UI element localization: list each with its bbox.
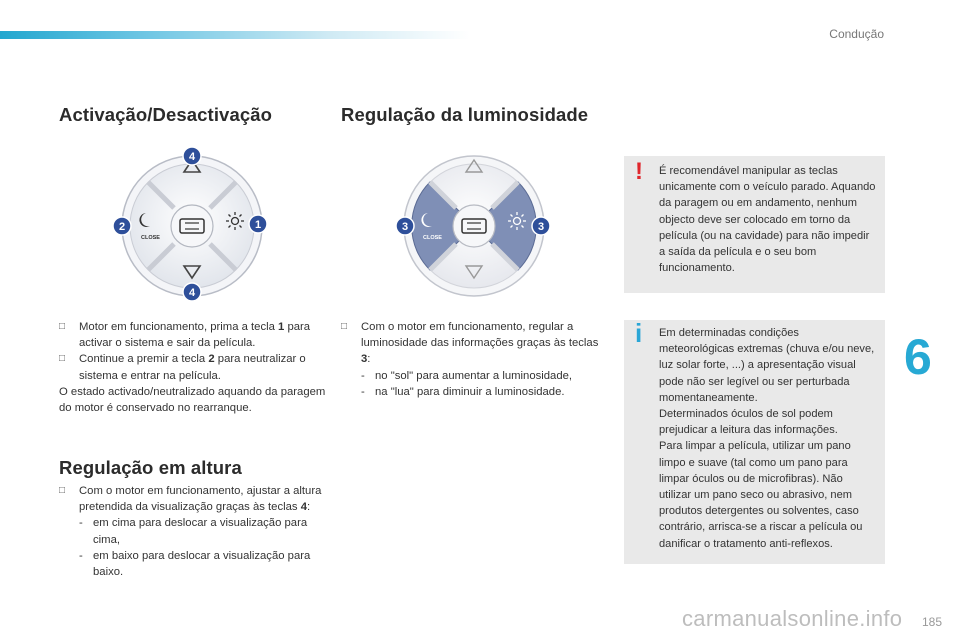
warning-text: É recomendável manipular as teclas unicamente com o veículo parado. Aquando da paragem ou em andamento, nenhum objecto deve ser colocado em torno da película (ou na cavidade) para não impedir a saída da película e o seu bom funcionamento. bbox=[659, 165, 876, 275]
badge-4-bottom bbox=[183, 283, 201, 301]
activation-step-1 bbox=[59, 319, 329, 351]
activation-step-2-text: Continue a premir a tecla bbox=[79, 353, 209, 366]
bullet-icon: □ bbox=[59, 321, 66, 332]
luminosity-heading: Regulação da luminosidade bbox=[341, 104, 589, 125]
info-panel bbox=[624, 320, 885, 564]
height-intro bbox=[59, 483, 329, 515]
key-1: 1 bbox=[278, 321, 285, 333]
close-label: CLOSE bbox=[423, 235, 442, 241]
svg-text:1: 1 bbox=[254, 219, 262, 231]
key-4: 4 bbox=[300, 501, 307, 514]
svg-text:3: 3 bbox=[537, 221, 545, 233]
luminosity-item-sun-text: no "sol" para aumentar a luminosidade, bbox=[375, 369, 573, 382]
key-3: 3 bbox=[361, 353, 368, 366]
svg-text:3: 3 bbox=[401, 221, 409, 233]
height-item-up-text: em cima para deslocar a visualização para cima, bbox=[93, 517, 308, 546]
info-paragraph-2: Determinados óculos de sol podem prejudicar a leitura das informações. bbox=[659, 408, 838, 437]
luminosity-intro bbox=[341, 319, 606, 368]
watermark: carmanualsonline.info bbox=[682, 606, 903, 631]
luminosity-intro-text: Com o motor em funcionamento, regular a luminosidade das informações graças às teclas bbox=[361, 321, 599, 350]
control-dial-illustration-2 bbox=[394, 146, 554, 306]
height-intro-colon: : bbox=[306, 501, 311, 514]
info-paragraph-3: Para limpar a película, utilizar um pano limpo e suave (tal como um pano para limpar óculos ou de microfibras). Não utilizar um pano seco ou abrasivo, nem produtos detergentes ou solventes, caso contrário, arrisca-se a riscar a película ou danificar o tratamento anti-reflexos. bbox=[659, 440, 863, 550]
luminosity-item-moon-text: na "lua" para diminuir a luminosidade. bbox=[375, 385, 565, 398]
badge-4-top bbox=[183, 147, 201, 165]
height-item-down: - em baixo para deslocar a visualização para baixo. bbox=[79, 549, 311, 579]
close-label: CLOSE bbox=[141, 235, 160, 241]
info-paragraph-1: Em determinadas condições meteorológicas extremas (chuva e/ou neve, luz solar forte, ...) a apresentação visual pode não ser legível ou ser perturbada momentaneamente. bbox=[659, 327, 875, 404]
height-heading: Regulação em altura bbox=[59, 457, 242, 478]
luminosity-text bbox=[341, 319, 606, 400]
svg-text:4: 4 bbox=[188, 287, 196, 299]
bullet-icon: □ bbox=[341, 321, 348, 332]
activation-step-2-text-end: para neutralizar o sistema e entrar na película. bbox=[79, 353, 306, 382]
badge-3-left bbox=[396, 217, 414, 235]
bullet-icon: □ bbox=[59, 485, 66, 496]
height-item-down-text: em baixo para deslocar a visualização para baixo. bbox=[93, 549, 311, 579]
activation-step-1-text: Motor em funcionamento, prima a tecla bbox=[79, 321, 279, 333]
control-dial-illustration-1 bbox=[112, 146, 272, 306]
luminosity-item-sun: - no "sol" para aumentar a luminosidade, bbox=[361, 369, 573, 382]
badge-2 bbox=[113, 217, 131, 235]
activation-note: O estado activado/neutralizado aquando da paragem do motor é conservado no rearranque. bbox=[59, 385, 326, 415]
badge-1 bbox=[249, 215, 267, 233]
chapter-number: 6 bbox=[904, 329, 932, 385]
info-icon: i bbox=[635, 318, 643, 348]
luminosity-intro-colon: : bbox=[367, 353, 371, 366]
activation-heading: Activação/Desactivação bbox=[59, 104, 273, 125]
bullet-icon: □ bbox=[59, 353, 66, 365]
svg-text:2: 2 bbox=[118, 221, 126, 233]
luminosity-item-moon: - na "lua" para diminuir a luminosidade. bbox=[361, 385, 565, 398]
section-label: Condução bbox=[829, 27, 884, 41]
header-accent-bar bbox=[0, 31, 470, 39]
badge-3-right bbox=[532, 217, 550, 235]
exclamation-icon: ! bbox=[635, 158, 643, 185]
svg-text:4: 4 bbox=[188, 151, 196, 163]
height-intro-text: Com o motor em funcionamento, ajustar a altura pretendida da visualização graças às teclas bbox=[79, 485, 322, 514]
height-text bbox=[59, 483, 329, 580]
activation-step-1-text-end: para activar o sistema e sair da película. bbox=[79, 321, 311, 350]
page-number: 185 bbox=[921, 615, 942, 629]
activation-step-2 bbox=[59, 351, 329, 383]
height-item-up: - em cima para deslocar a visualização para cima, bbox=[79, 517, 308, 546]
key-2: 2 bbox=[208, 353, 215, 366]
activation-text bbox=[59, 319, 329, 416]
warning-panel bbox=[624, 156, 885, 293]
